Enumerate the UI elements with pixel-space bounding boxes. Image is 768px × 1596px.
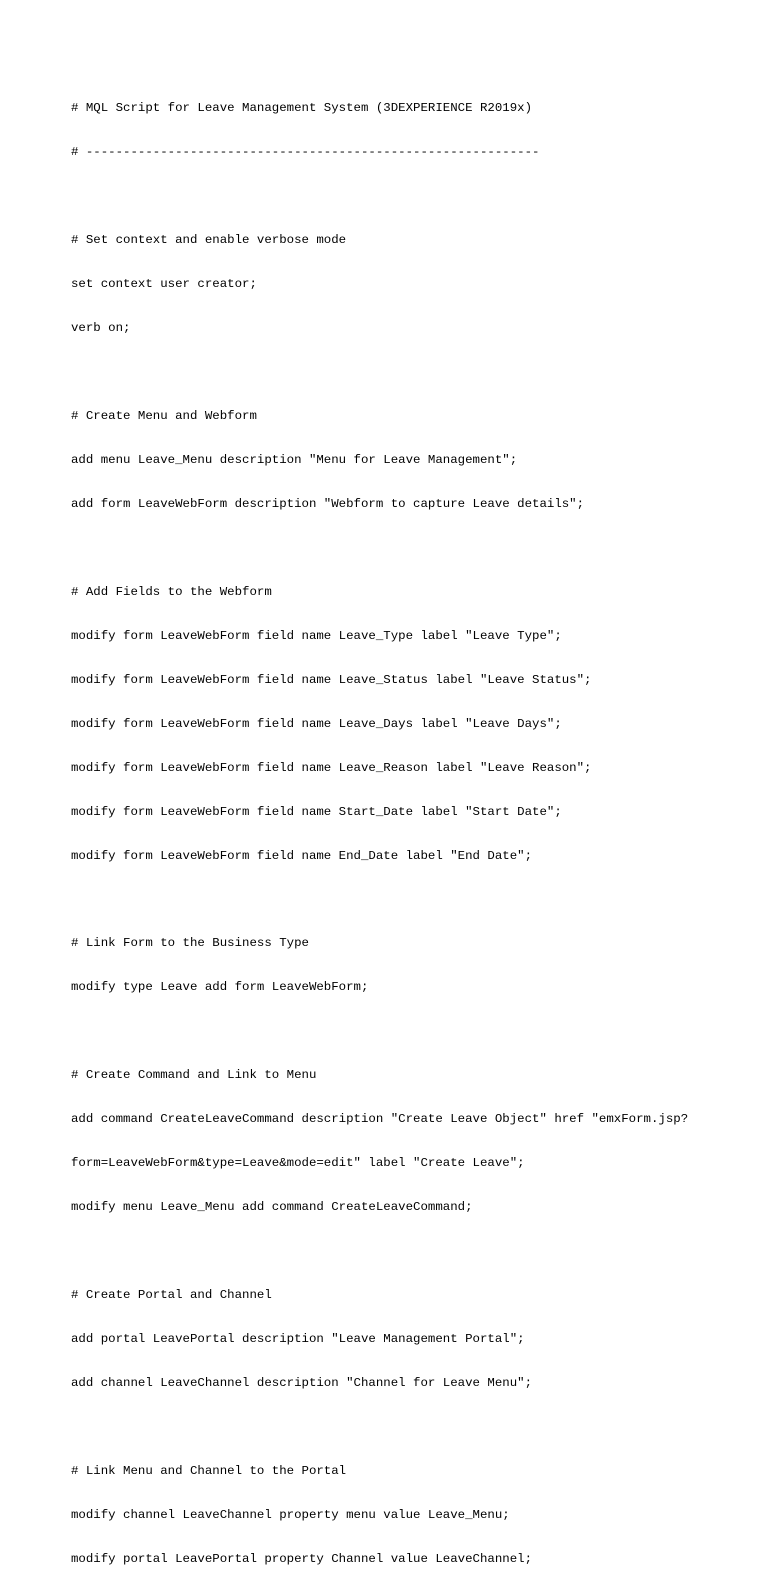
comment-line: # Create Menu and Webform [71,408,257,423]
blank-line [71,1420,761,1435]
code-line: modify type Leave add form LeaveWebForm; [71,980,369,995]
code-line: add command CreateLeaveCommand description "Create Leave Object" href "emxForm.jsp? [71,1112,689,1127]
comment-line: # Set context and enable verbose mode [71,233,347,248]
code-line-continuation: form=LeaveWebForm&type=Leave&mode=edit" label "Create Leave"; [71,1156,525,1171]
code-line: modify channel LeaveChannel property menu value Leave_Menu; [71,1507,510,1522]
comment-line: # Create Portal and Channel [71,1288,272,1303]
blank-line [71,1244,761,1259]
blank-line [71,541,761,556]
blank-line [71,365,761,380]
code-line: modify portal LeavePortal property Channel value LeaveChannel; [71,1551,533,1566]
code-line: add channel LeaveChannel description "Channel for Leave Menu"; [71,1375,533,1390]
code-line: add form LeaveWebForm description "Webform to capture Leave details"; [71,496,585,511]
code-line: modify form LeaveWebForm field name Leave_Reason label "Leave Reason"; [71,760,592,775]
blank-line [71,892,761,907]
code-line: modify form LeaveWebForm field name Leave_Days label "Leave Days"; [71,716,562,731]
comment-line: # Link Menu and Channel to the Portal [71,1463,347,1478]
comment-line: # MQL Script for Leave Management System (3DEXPERIENCE R2019x) [71,101,533,116]
code-line: verb on; [71,321,131,336]
blank-line [71,189,761,204]
mql-script-code-block [71,72,761,1596]
code-line: set context user creator; [71,277,257,292]
code-line: modify form LeaveWebForm field name Leave_Status label "Leave Status"; [71,672,592,687]
comment-line: # Add Fields to the Webform [71,584,272,599]
comment-line: # Create Command and Link to Menu [71,1068,317,1083]
code-line: modify form LeaveWebForm field name Leave_Type label "Leave Type"; [71,628,562,643]
comment-separator-line: # ------------------------------------------------------------- [71,145,540,160]
code-line: modify form LeaveWebForm field name End_Date label "End Date"; [71,848,533,863]
comment-line: # Link Form to the Business Type [71,936,309,951]
code-line: modify form LeaveWebForm field name Start_Date label "Start Date"; [71,804,562,819]
code-line: add menu Leave_Menu description "Menu for Leave Management"; [71,452,518,467]
code-line: modify menu Leave_Menu add command CreateLeaveCommand; [71,1200,473,1215]
code-line: add portal LeavePortal description "Leave Management Portal"; [71,1332,525,1346]
document-page [71,72,761,1596]
blank-line [71,1024,761,1039]
